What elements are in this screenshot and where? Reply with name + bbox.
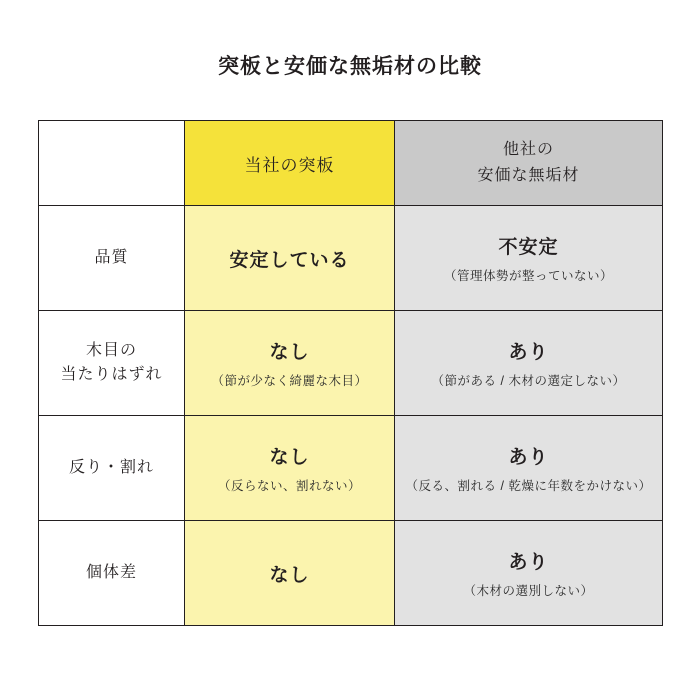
table-row xyxy=(39,416,663,521)
row-label-warp-crack xyxy=(39,416,185,521)
table-row xyxy=(39,206,663,311)
cell-other-quality xyxy=(395,206,663,311)
column-header-other xyxy=(395,121,663,206)
row-label-line1: 個体差 xyxy=(85,564,137,581)
cell-own-quality xyxy=(185,206,395,311)
cell-content xyxy=(185,438,394,498)
cell-main-text: 安定している xyxy=(229,249,350,271)
cell-content xyxy=(185,556,394,591)
row-label-variation xyxy=(39,521,185,626)
table-header-row xyxy=(39,121,663,206)
cell-main-text: 不安定 xyxy=(498,237,559,258)
cell-own-warp-crack xyxy=(185,416,395,521)
page-title: 突板と安価な無垢材の比較 xyxy=(218,55,482,78)
cell-other-variation xyxy=(395,521,663,626)
cell-main-text: なし xyxy=(269,447,310,468)
cell-content xyxy=(395,333,662,393)
cell-main-text: なし xyxy=(269,342,310,363)
column-header-other-line1: 他社の xyxy=(502,141,554,159)
column-header-own: 当社の突板 xyxy=(185,121,395,206)
column-header-other-line2: 安価な無垢材 xyxy=(477,167,580,184)
cell-main-text: あり xyxy=(508,342,549,363)
cell-main-text: なし xyxy=(269,564,310,586)
cell-main-text: あり xyxy=(508,447,549,468)
comparison-table-wrapper xyxy=(38,120,662,626)
cell-note-text: （反る、割れる / 乾燥に年数をかけない） xyxy=(405,479,652,493)
cell-note-text: （節が少なく綺麗な木目） xyxy=(211,374,368,388)
cell-note-text: （管理体勢が整っていない） xyxy=(443,269,613,283)
row-label-line1: 木目の xyxy=(85,342,137,359)
cell-other-grain xyxy=(395,311,663,416)
table-row xyxy=(39,311,663,416)
table-corner-cell xyxy=(39,121,185,206)
cell-content xyxy=(185,241,394,276)
cell-note-text: （節がある / 木材の選定しない） xyxy=(431,374,626,388)
cell-content xyxy=(395,228,662,288)
row-label-line2: 当たりはずれ xyxy=(60,366,163,383)
cell-other-warp-crack xyxy=(395,416,663,521)
row-label-line1: 品質 xyxy=(94,249,129,266)
cell-own-variation xyxy=(185,521,395,626)
cell-own-grain xyxy=(185,311,395,416)
cell-content xyxy=(185,333,394,393)
row-label-line1: 反り・割れ xyxy=(68,459,154,476)
table-row xyxy=(39,521,663,626)
comparison-table xyxy=(38,120,663,626)
row-label-grain xyxy=(39,311,185,416)
row-label-quality xyxy=(39,206,185,311)
cell-content xyxy=(395,543,662,603)
cell-content xyxy=(395,438,662,498)
cell-note-text: （反らない、割れない） xyxy=(217,479,361,493)
cell-note-text: （木材の選別しない） xyxy=(463,584,594,598)
cell-main-text: あり xyxy=(508,552,549,573)
